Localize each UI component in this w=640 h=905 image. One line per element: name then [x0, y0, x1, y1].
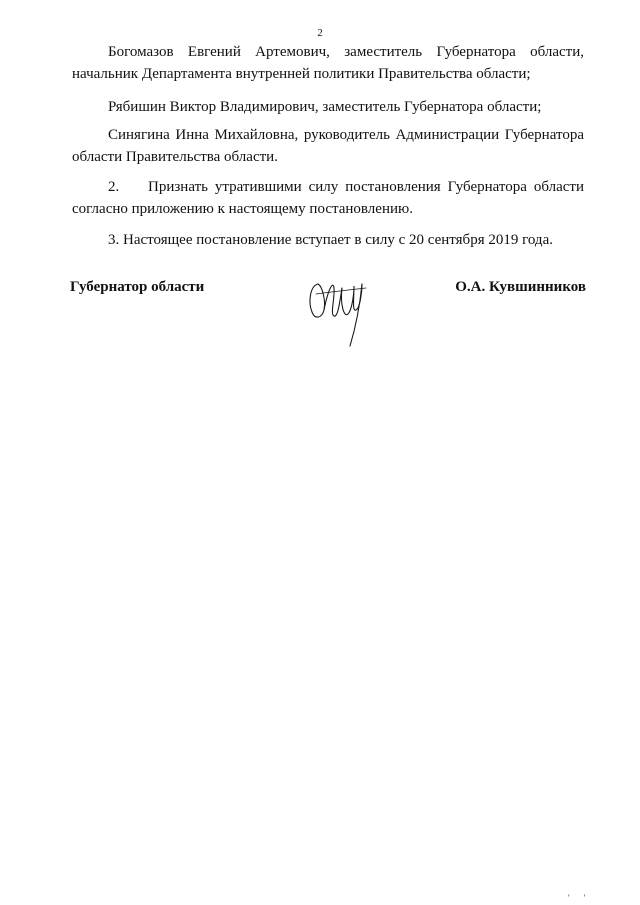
corner-marks: ' '	[568, 893, 592, 903]
paragraph-item-2	[72, 176, 584, 220]
page-number: 2	[317, 27, 323, 39]
signature-title: Губернатор области	[70, 279, 205, 295]
paragraph-bogomazov: Богомазов Евгений Артемович, заместитель Губернатора области, начальник Департамента внутренней политики Правительства области;	[72, 44, 584, 82]
paragraph-item-3: 3. Настоящее постановление вступает в силу с 20 сентября 2019 года.	[108, 232, 553, 248]
paragraph-sinyagina: Синягина Инна Михайловна, руководитель Администрации Губернатора области Правительства области.	[72, 127, 584, 165]
item-2-number: 2.	[108, 179, 120, 195]
paragraph-ryabishin: Рябишин Виктор Владимирович, заместитель Губернатора области;	[108, 99, 542, 115]
item-2-text: Признать утратившими силу постановления Губернатора области согласно приложению к настоящему постановлению.	[72, 179, 584, 217]
signature-name: О.А. Кувшинников	[455, 279, 586, 295]
handwritten-signature	[300, 270, 380, 355]
